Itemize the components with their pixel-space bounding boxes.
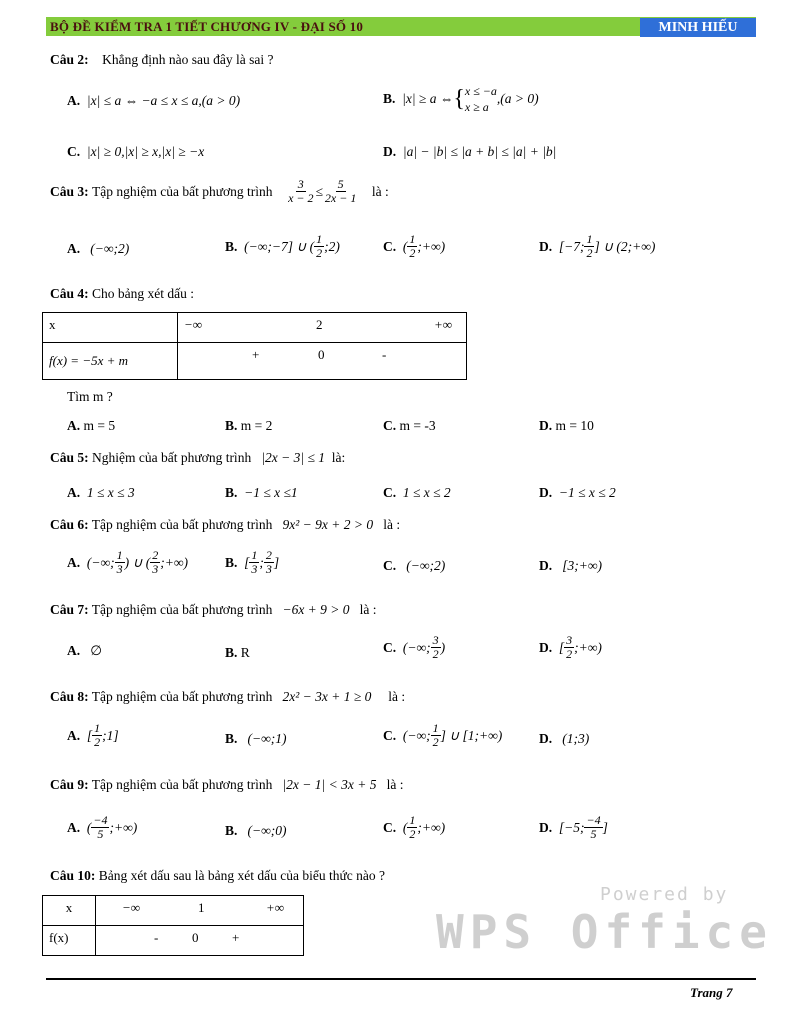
- q4-option-c[interactable]: C. m = -3: [383, 418, 436, 433]
- header-title: BỘ ĐỀ KIỂM TRA 1 TIẾT CHƯƠNG IV - ĐẠI SỐ 10: [50, 19, 364, 34]
- brace-icon: {: [453, 86, 465, 112]
- watermark-top: Powered by: [600, 884, 729, 905]
- q2-option-a[interactable]: A. |x| ≤ a ⇔ −a ≤ x ≤ a,(a > 0): [67, 93, 241, 108]
- question-6: Câu 6: Tập nghiệm của bất phương trình 9x² − 9x + 2 > 0 là :: [50, 517, 401, 532]
- q2-option-c[interactable]: C. |x| ≥ 0,|x| ≥ x,|x| ≥ −x: [67, 144, 205, 159]
- page-number: Trang 7: [690, 985, 733, 1000]
- q4-option-a[interactable]: A. m = 5: [67, 418, 116, 433]
- q8-option-b[interactable]: B. (−∞;1): [225, 731, 287, 746]
- q3-option-b[interactable]: B. (−∞;−7] ∪ ( $\frac{1}{2}$ ;2): [225, 232, 340, 260]
- q7-option-b[interactable]: B. R: [225, 645, 250, 660]
- q8-option-c[interactable]: C. (−∞; $\frac{1}{2}$ ] ∪ [1;+∞): [383, 721, 503, 749]
- q2-option-b[interactable]: B. |x| ≥ a ⇔ { x ≤ −a x ≥ a ,(a > 0): [383, 84, 539, 114]
- q5-option-c[interactable]: C. 1 ≤ x ≤ 2: [383, 485, 451, 500]
- q7-option-d[interactable]: D. [ $\frac{3}{2}$ ;+∞): [539, 633, 602, 661]
- q3-option-a[interactable]: A. (−∞;2): [67, 241, 130, 256]
- header-author: MINH HIẾU: [640, 18, 756, 37]
- q6-option-b[interactable]: B. [ $\frac{1}{3}$ ; $\frac{2}{3}$ ]: [225, 548, 280, 576]
- q4-option-b[interactable]: B. m = 2: [225, 418, 273, 433]
- q7-option-c[interactable]: C. (−∞; $\frac{3}{2}$ ): [383, 633, 446, 661]
- q2-number: Câu 2:: [50, 52, 89, 67]
- question-4: Câu 4: Cho bảng xét dấu :: [50, 286, 194, 301]
- q6-option-d[interactable]: D. [3;+∞): [539, 558, 602, 573]
- q8-option-d[interactable]: D. (1;3): [539, 731, 590, 746]
- q6-option-c[interactable]: C. (−∞;2): [383, 558, 446, 573]
- question-7: Câu 7: Tập nghiệm của bất phương trình −6x + 9 > 0 là :: [50, 602, 377, 617]
- q5-option-a[interactable]: A. 1 ≤ x ≤ 3: [67, 485, 135, 500]
- q10-sign-table: x −∞ 1 +∞ f(x) - 0 +: [42, 895, 304, 956]
- question-9: Câu 9: Tập nghiệm của bất phương trình |2x − 1| < 3x + 5 là :: [50, 777, 404, 792]
- q4-option-d[interactable]: D. m = 10: [539, 418, 594, 433]
- q4-sign-table: x −∞ 2 +∞ f(x) = −5x + m + 0 -: [42, 312, 467, 380]
- q9-option-b[interactable]: B. (−∞;0): [225, 823, 287, 838]
- q9-option-d[interactable]: D. [−5; $\frac{-4}{5}$ ]: [539, 813, 608, 841]
- question-8: Câu 8: Tập nghiệm của bất phương trình 2x² − 3x + 1 ≥ 0 là :: [50, 689, 406, 704]
- q3-option-c[interactable]: C. ( $\frac{1}{2}$ ;+∞): [383, 232, 446, 260]
- footer-divider: [46, 978, 756, 980]
- question-10: Câu 10: Bảng xét dấu sau là bảng xét dấu của biểu thức nào ?: [50, 868, 385, 883]
- question-5: Câu 5: Nghiệm của bất phương trình |2x − 3| ≤ 1 là:: [50, 450, 346, 465]
- q2-text: Khẳng định nào sau đây là sai ?: [102, 52, 274, 67]
- watermark-main: WPS Office: [436, 905, 773, 959]
- q3-option-d[interactable]: D. [−7; $\frac{1}{2}$ ] ∪ (2;+∞): [539, 232, 656, 260]
- q9-option-c[interactable]: C. ( $\frac{1}{2}$ ;+∞): [383, 813, 446, 841]
- q7-option-a[interactable]: A. ∅: [67, 643, 103, 658]
- q5-option-b[interactable]: B. −1 ≤ x ≤1: [225, 485, 298, 500]
- question-3: Câu 3: Tập nghiệm của bất phương trình $\frac{3}{x - 2}$ ≤ $\frac{5}{2x - 1}$ là :: [50, 177, 389, 205]
- q8-option-a[interactable]: A. [ $\frac{1}{2}$ ;1]: [67, 721, 119, 749]
- q2-option-d[interactable]: D. |a| − |b| ≤ |a + b| ≤ |a| + |b|: [383, 144, 557, 159]
- question-2: [50, 52, 273, 68]
- q5-option-d[interactable]: D. −1 ≤ x ≤ 2: [539, 485, 616, 500]
- q9-option-a[interactable]: A. ( $\frac{-4}{5}$ ;+∞): [67, 813, 138, 841]
- q6-option-a[interactable]: A. (−∞; $\frac{1}{3}$ ) ∪ ( $\frac{2}{3}$ ;+∞): [67, 548, 188, 576]
- q4-ask: Tìm m ?: [67, 389, 113, 404]
